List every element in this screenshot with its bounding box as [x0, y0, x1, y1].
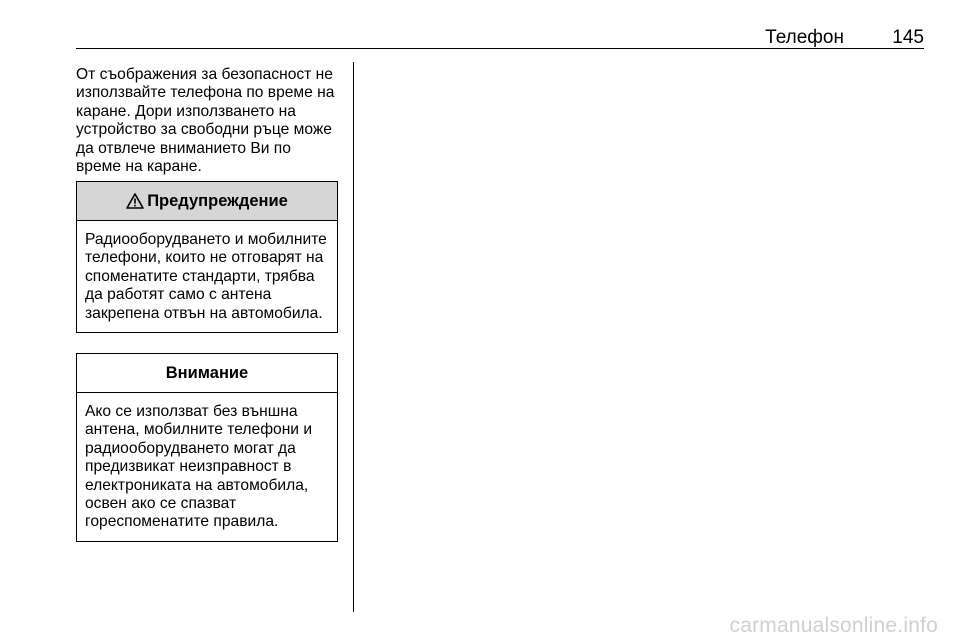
warning-triangle-icon [126, 193, 144, 209]
intro-paragraph [76, 66, 338, 176]
caution-box [76, 353, 338, 542]
page-title: Телефон [765, 27, 844, 48]
caution-box-text: Ако се използват без външна антена, мобилните телефони и радиооборудването могат да предизвикат неизправност в електрониката на автомобила, освен ако се спазват гореспоменатите правила. [85, 403, 313, 531]
page-number: 145 [892, 27, 924, 48]
warning-box [76, 181, 338, 333]
watermark: carmanualsonline.info [729, 614, 938, 637]
caution-box-body [77, 393, 337, 541]
intro-text: От съображения за безопасност не използвайте телефона по време на каране. Дори използването на устройство за свободни ръце може да отвлече вниманието Ви по време на каране. [76, 66, 335, 176]
page-header [76, 26, 924, 50]
warning-box-header [77, 182, 337, 221]
warning-box-title: Предупреждение [147, 191, 288, 210]
caution-box-title: Внимание [165, 363, 249, 382]
caution-box-header [77, 354, 337, 393]
warning-box-text: Радиооборудването и мобилните телефони, които не отговарят на споменатите стандарти, трябва да работят само с антена закрепена отвън на автомобила. [85, 231, 327, 322]
header-rule [76, 48, 924, 49]
column-divider [353, 62, 354, 612]
warning-box-body [77, 221, 337, 332]
